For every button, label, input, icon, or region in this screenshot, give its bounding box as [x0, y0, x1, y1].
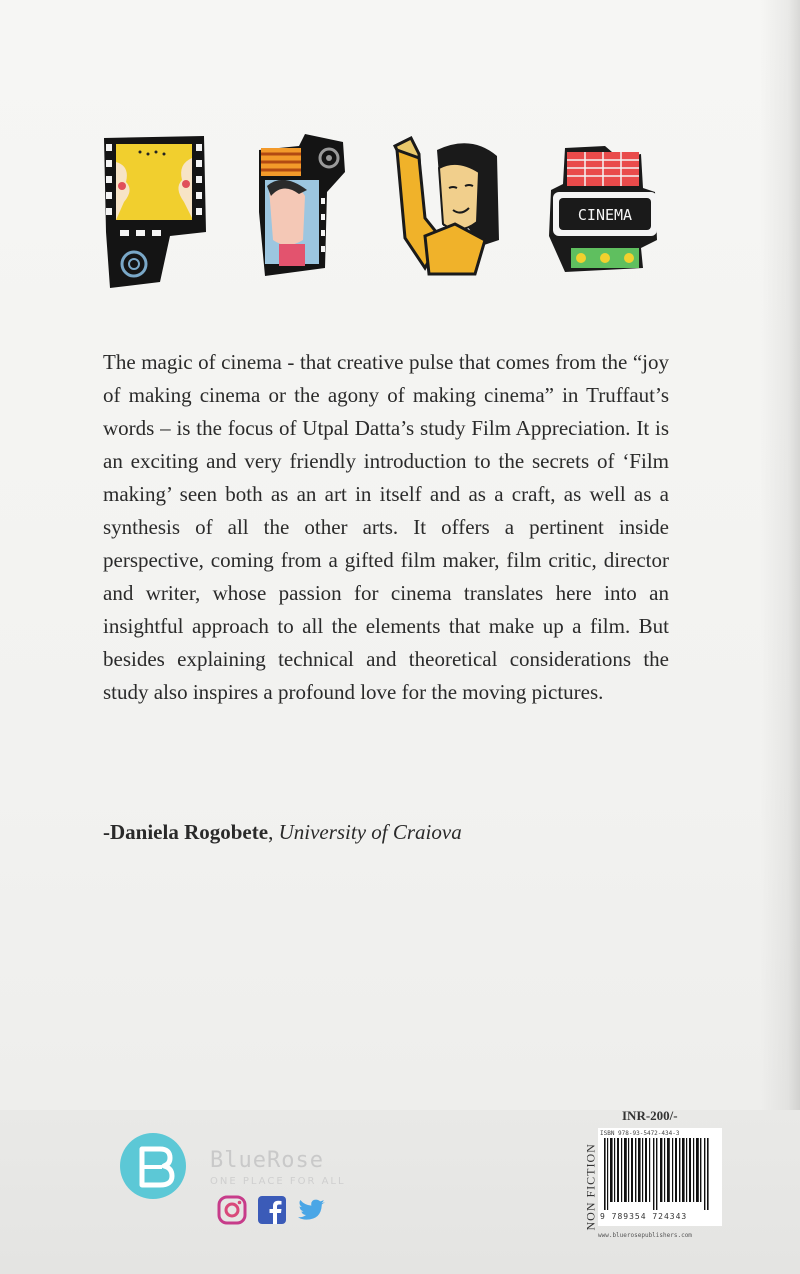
film-faces-illustration: [100, 132, 210, 292]
raised-fist-illustration: [385, 128, 505, 278]
illustration-row: [95, 120, 675, 300]
publisher-name: BlueRose: [210, 1148, 324, 1173]
cinema-sign-text: CINEMA: [577, 206, 633, 224]
category-label: NON FICTION: [583, 1143, 598, 1231]
publisher-logo: [120, 1133, 186, 1199]
bluerose-logo-icon: [120, 1133, 186, 1199]
filmstrip-woman-illustration: [253, 132, 349, 278]
cinema-theatre-illustration: [545, 144, 663, 274]
isbn-number: 9 789354 724343: [600, 1212, 688, 1221]
attribution-separator: ,: [268, 820, 279, 844]
spine-shadow: [760, 0, 800, 1274]
publisher-website[interactable]: www.bluerosepublishers.com: [598, 1232, 692, 1239]
blurb-text: The magic of cinema - that creative pulse that comes from the “joy of making cinema or the agony of making cinema” in Truffaut’s words – is the focus of Utpal Datta’s study Film Appreciation. It is an exciting and very friendly introduction to the secrets of ‘Film making’ seen both as an art in itself and as a craft, as well as a synthesis of all the other arts. It offers a pertinent inside perspective, coming from a gifted film maker, film critic, director and writer, whose passion for cinema translates here into an insightful approach to all the elements that make up a film. But besides explaining technical and theoretical considerations the study also inspires a profound love for the moving pictures.: [103, 350, 669, 704]
attribution-name: -Daniela Rogobete: [103, 820, 269, 844]
instagram-icon[interactable]: [216, 1194, 248, 1226]
twitter-icon[interactable]: [296, 1194, 328, 1226]
barcode-bars: [598, 1138, 722, 1218]
facebook-icon[interactable]: [256, 1194, 288, 1226]
isbn-top: ISBN 978-93-5472-434-3: [600, 1130, 680, 1137]
price-label: INR-200/-: [622, 1108, 678, 1123]
publisher-tagline: ONE PLACE FOR ALL: [210, 1176, 346, 1187]
attribution: [103, 816, 669, 849]
attribution-affiliation: University of Craiova: [278, 820, 462, 844]
